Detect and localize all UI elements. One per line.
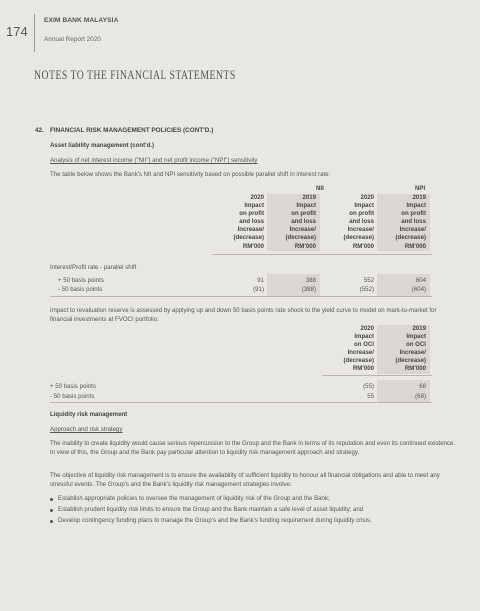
col-line: RM'000 — [404, 365, 426, 373]
table1-col-header — [377, 194, 430, 251]
table-cell: (552) — [359, 286, 374, 293]
table-cell: (388) — [301, 286, 316, 293]
list-item-text: Establish prudent liquidity risk limits to ensure the Group and the Bank maintain a safe level of asset liquidity; and — [58, 506, 364, 513]
col-line: (decrease) — [395, 234, 426, 242]
col-line: Increase/ — [399, 226, 426, 234]
list-item — [50, 495, 460, 504]
revaluation-text: Impact to revaluation reserve is assessed by applying up and down 50 basis points rate shock to the yield curve to model on mark-to-market for financial investments at FVOCI portfolio: — [50, 307, 437, 323]
table-row-label: - 50 basis points — [50, 393, 95, 400]
bullet-icon — [50, 498, 53, 501]
section-title: FINANCIAL RISK MANAGEMENT POLICIES (CONT'D.) — [50, 127, 214, 134]
list-item — [50, 517, 460, 526]
col-line: Impact — [406, 202, 426, 210]
table-cell: (55) — [363, 383, 374, 390]
list-item-text: Establish appropriate policies to oversee the management of liquidity risk of the Group and the Bank; — [58, 495, 330, 502]
col-line: Impact — [406, 333, 426, 341]
col-line: on profit — [239, 210, 264, 218]
bank-name: EXIM BANK MALAYSIA — [44, 17, 119, 24]
table-cell: 388 — [305, 277, 316, 284]
col-line: Increase/ — [347, 226, 374, 234]
table2-header-rule — [322, 375, 432, 376]
col-line: Increase/ — [289, 226, 316, 234]
liquidity-para-2: The objective of liquidity risk management is to ensure the availability of sufficient liquidity to honour all financial obligations and able to meet any stressful events. The Group's and the Bank's liquidity risk management strategies involve: — [50, 472, 440, 488]
table-cell: (91) — [253, 286, 264, 293]
col-line: RM'000 — [242, 242, 264, 250]
table-cell: 552 — [363, 277, 374, 284]
col-line: on OCI — [406, 341, 426, 349]
table1-row-label: Interest/Profit rate - parallel shift — [50, 264, 137, 271]
col-year: 2019 — [412, 194, 426, 201]
col-line: Impact — [244, 202, 264, 210]
table-row-label: - 50 basis points — [58, 286, 103, 293]
table-cell: 55 — [367, 393, 374, 400]
table2-col-header — [322, 325, 374, 374]
liquidity-subheading: Approach and risk strategy — [50, 426, 123, 433]
col-line: Increase/ — [399, 349, 426, 357]
col-line: Impact — [354, 202, 374, 210]
col-line: (decrease) — [343, 234, 374, 242]
col-line: on profit — [349, 210, 374, 218]
liquidity-para-1: The inability to create liquidity would cause serious repercussion to the Group and the Bank in terms of its reputation and even its continued existence. In view of this, the Group and the Bank pay particular attention to liquidity risk management approach and strategy. — [50, 440, 456, 456]
nii-npi-intro: The table below shows the Bank's NII and NPI sensitivity based on possible parallel shift in interest rate: — [50, 171, 331, 178]
bullet-icon — [50, 509, 53, 512]
col-line: Impact — [354, 333, 374, 341]
table2-col-header — [377, 325, 430, 374]
asset-liability-heading: Asset liability management (cont'd.) — [50, 142, 155, 149]
col-line: and loss — [291, 218, 316, 226]
table1-col-header — [267, 194, 320, 251]
col-line: on profit — [291, 210, 316, 218]
col-year: 2019 — [302, 194, 316, 201]
page-number: 174 — [6, 24, 28, 39]
col-year: 2020 — [250, 194, 264, 201]
table1-bottom-rule — [50, 296, 432, 297]
col-line: (decrease) — [343, 357, 374, 365]
col-year: 2020 — [360, 194, 374, 201]
section-heading: NOTES TO THE FINANCIAL STATEMENTS — [34, 68, 236, 82]
table2-bottom-rule — [50, 402, 432, 403]
col-line: and loss — [239, 218, 264, 226]
col-line: (decrease) — [395, 357, 426, 365]
list-item-text: Develop contingency funding plans to manage the Group's and the Bank's funding requirement during liquidity crisis. — [58, 517, 372, 524]
liquidity-heading: Liquidity risk management — [50, 411, 128, 418]
col-line: (decrease) — [233, 234, 264, 242]
table-cell: 91 — [257, 277, 264, 284]
report-title: Annual Report 2020 — [44, 36, 101, 43]
col-line: RM'000 — [294, 242, 316, 250]
col-line: (decrease) — [285, 234, 316, 242]
col-line: and loss — [349, 218, 374, 226]
col-year: 2020 — [360, 325, 374, 332]
col-line: on OCI — [354, 341, 374, 349]
col-line: on profit — [401, 210, 426, 218]
col-line: Increase/ — [347, 349, 374, 357]
col-line: and loss — [401, 218, 426, 226]
col-line: Impact — [296, 202, 316, 210]
table1-col-header — [322, 194, 374, 251]
group-npi: NPI — [415, 185, 426, 192]
table-cell: 604 — [415, 277, 426, 284]
section-number: 42. — [35, 127, 44, 134]
table1-col-header — [212, 194, 264, 251]
group-nii: NII — [316, 185, 324, 192]
table1-header-rule — [212, 254, 432, 255]
table-cell: (68) — [415, 393, 426, 400]
col-line: RM'000 — [352, 365, 374, 373]
list-item — [50, 506, 460, 515]
table-row-label: + 50 basis points — [50, 383, 96, 390]
col-line: RM'000 — [352, 242, 374, 250]
nii-npi-subheading: Analysis of net interest income ("NII") and net profit income ("NPI") sensitivity — [50, 157, 258, 164]
bullet-icon — [50, 520, 53, 523]
col-line: RM'000 — [404, 242, 426, 250]
col-year: 2019 — [412, 325, 426, 332]
col-line: Increase/ — [237, 226, 264, 234]
table-row-label: + 50 basis points — [58, 277, 104, 284]
table-cell: (604) — [411, 286, 426, 293]
table-cell: 68 — [419, 383, 426, 390]
header-divider — [34, 14, 35, 52]
